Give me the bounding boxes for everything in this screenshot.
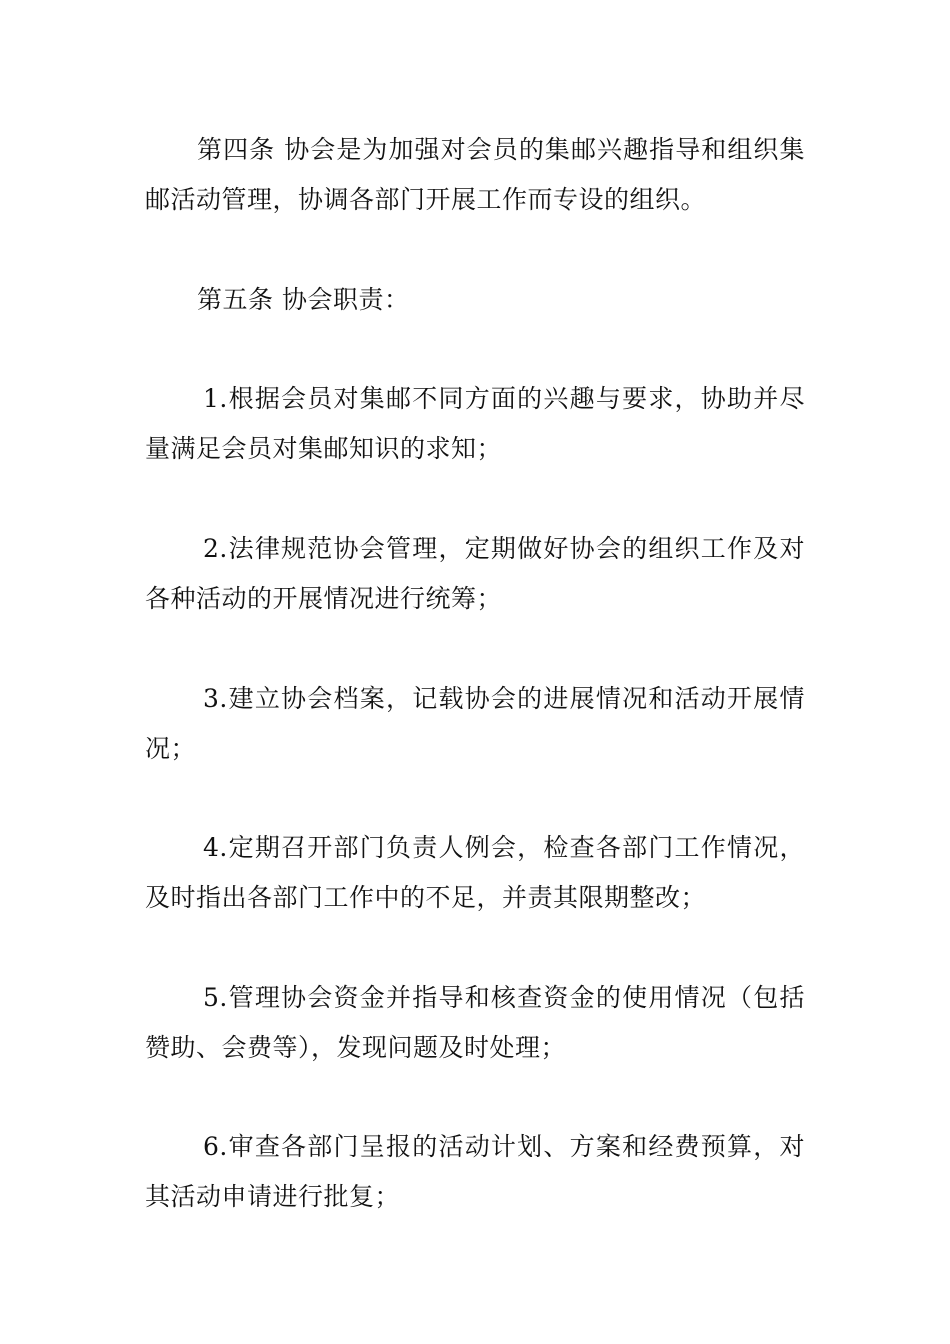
duty-item-6: 6.审查各部门呈报的活动计划、方案和经费预算，对其活动申请进行批复； xyxy=(145,1132,805,1211)
duty-item-5: 5.管理协会资金并指导和核查资金的使用情况（包括赞助、会费等），发现问题及时处理； xyxy=(145,983,805,1062)
duty-item-3: 3.建立协会档案，记载协会的进展情况和活动开展情况； xyxy=(145,684,805,763)
duty-item-4: 4.定期召开部门负责人例会，检查各部门工作情况，及时指出各部门工作中的不足，并责其限期整改； xyxy=(145,833,805,912)
article-4-paragraph: 第四条 协会是为加强对会员的集邮兴趣指导和组织集邮活动管理，协调各部门开展工作而专设的组织。 xyxy=(145,135,805,214)
article-5-heading: 第五条 协会职责： xyxy=(197,285,410,314)
duty-item-1: 1.根据会员对集邮不同方面的兴趣与要求，协助并尽量满足会员对集邮知识的求知； xyxy=(145,384,805,463)
duty-item-2: 2.法律规范协会管理，定期做好协会的组织工作及对各种活动的开展情况进行统筹； xyxy=(145,534,805,613)
